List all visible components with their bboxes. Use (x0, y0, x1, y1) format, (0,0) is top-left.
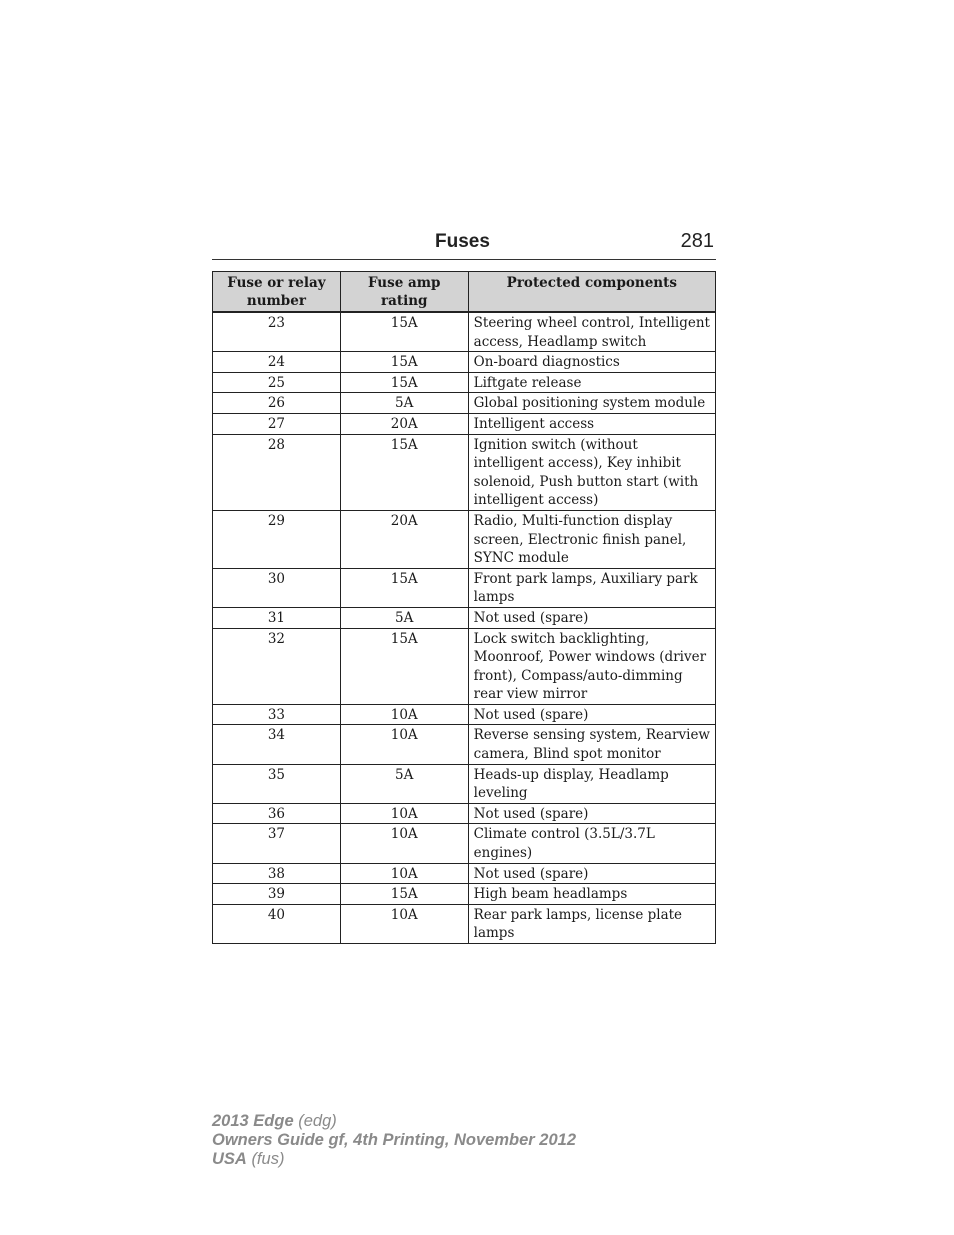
column-header-components: Protected components (468, 272, 715, 313)
fuse-number-cell: 30 (213, 568, 341, 607)
fuse-number-cell: 33 (213, 704, 341, 725)
table-row (213, 413, 716, 434)
protected-components-cell: Intelligent access (468, 413, 715, 434)
table-row (213, 863, 716, 884)
table-row (213, 607, 716, 628)
protected-components-cell: Front park lamps, Auxiliary park lamps (468, 568, 715, 607)
fuse-rating-cell: 20A (340, 510, 468, 568)
protected-components-cell: Liftgate release (468, 372, 715, 393)
column-header-number: Fuse or relay number (213, 272, 341, 313)
footer-model-code: (edg) (298, 1112, 337, 1130)
protected-components-cell: Radio, Multi-function display screen, Electronic finish panel, SYNC module (468, 510, 715, 568)
protected-components-cell: Not used (spare) (468, 607, 715, 628)
footer-region-line (212, 1150, 576, 1169)
fuse-number-cell: 38 (213, 863, 341, 884)
protected-components-cell: High beam headlamps (468, 884, 715, 905)
fuse-number-cell: 40 (213, 904, 341, 943)
table-row (213, 764, 716, 803)
fuse-number-cell: 39 (213, 884, 341, 905)
protected-components-cell: Climate control (3.5L/3.7L engines) (468, 824, 715, 863)
fuse-number-cell: 29 (213, 510, 341, 568)
protected-components-cell: Not used (spare) (468, 803, 715, 824)
table-row (213, 568, 716, 607)
table-row (213, 904, 716, 943)
fuse-number-cell: 26 (213, 393, 341, 414)
fuse-rating-cell: 5A (340, 764, 468, 803)
protected-components-cell: Lock switch backlighting, Moonroof, Power windows (driver front), Compass/auto-dimming rear view mirror (468, 628, 715, 704)
fuse-rating-cell: 10A (340, 725, 468, 764)
table-row (213, 628, 716, 704)
footer-region: USA (212, 1150, 247, 1168)
fuse-rating-cell: 15A (340, 628, 468, 704)
fuse-number-cell: 34 (213, 725, 341, 764)
table-row (213, 372, 716, 393)
fuse-table-body (213, 312, 716, 944)
page-number: 281 (680, 230, 714, 252)
table-row (213, 352, 716, 373)
table-row (213, 434, 716, 510)
fuse-rating-cell: 10A (340, 704, 468, 725)
protected-components-cell: Not used (spare) (468, 704, 715, 725)
protected-components-cell: Ignition switch (without intelligent access), Key inhibit solenoid, Push button start (with intelligent access) (468, 434, 715, 510)
fuse-rating-cell: 15A (340, 372, 468, 393)
fuse-number-cell: 25 (213, 372, 341, 393)
protected-components-cell: Reverse sensing system, Rearview camera, Blind spot monitor (468, 725, 715, 764)
table-row (213, 725, 716, 764)
table-row (213, 510, 716, 568)
footer-region-code: (fus) (251, 1150, 285, 1168)
footer-guide: Owners Guide gf, 4th Printing, November 2012 (212, 1131, 576, 1149)
table-row (213, 704, 716, 725)
fuse-table (212, 271, 716, 944)
fuse-rating-cell: 10A (340, 904, 468, 943)
protected-components-cell: Heads-up display, Headlamp leveling (468, 764, 715, 803)
footer-model: 2013 Edge (212, 1112, 294, 1130)
fuse-rating-cell: 5A (340, 393, 468, 414)
fuse-number-cell: 27 (213, 413, 341, 434)
fuse-number-cell: 35 (213, 764, 341, 803)
fuse-rating-cell: 15A (340, 312, 468, 352)
table-row (213, 824, 716, 863)
fuse-rating-cell: 20A (340, 413, 468, 434)
page-footer (212, 1112, 576, 1169)
fuse-number-cell: 28 (213, 434, 341, 510)
fuse-rating-cell: 15A (340, 884, 468, 905)
fuse-number-cell: 37 (213, 824, 341, 863)
protected-components-cell: Global positioning system module (468, 393, 715, 414)
table-row (213, 803, 716, 824)
section-title: Fuses (435, 231, 490, 252)
footer-model-line (212, 1112, 576, 1131)
fuse-rating-cell: 10A (340, 824, 468, 863)
fuse-rating-cell: 10A (340, 863, 468, 884)
fuse-rating-cell: 15A (340, 568, 468, 607)
table-row (213, 884, 716, 905)
protected-components-cell: Steering wheel control, Intelligent access, Headlamp switch (468, 312, 715, 352)
table-header-row (213, 272, 716, 313)
protected-components-cell: Not used (spare) (468, 863, 715, 884)
page-header (212, 229, 716, 260)
footer-guide-line (212, 1131, 576, 1150)
fuse-rating-cell: 15A (340, 352, 468, 373)
fuse-rating-cell: 10A (340, 803, 468, 824)
table-row (213, 312, 716, 352)
protected-components-cell: On-board diagnostics (468, 352, 715, 373)
table-row (213, 393, 716, 414)
fuse-rating-cell: 15A (340, 434, 468, 510)
fuse-number-cell: 23 (213, 312, 341, 352)
column-header-rating: Fuse amp rating (340, 272, 468, 313)
fuse-number-cell: 36 (213, 803, 341, 824)
protected-components-cell: Rear park lamps, license plate lamps (468, 904, 715, 943)
fuse-number-cell: 31 (213, 607, 341, 628)
fuse-number-cell: 24 (213, 352, 341, 373)
fuse-rating-cell: 5A (340, 607, 468, 628)
fuse-number-cell: 32 (213, 628, 341, 704)
